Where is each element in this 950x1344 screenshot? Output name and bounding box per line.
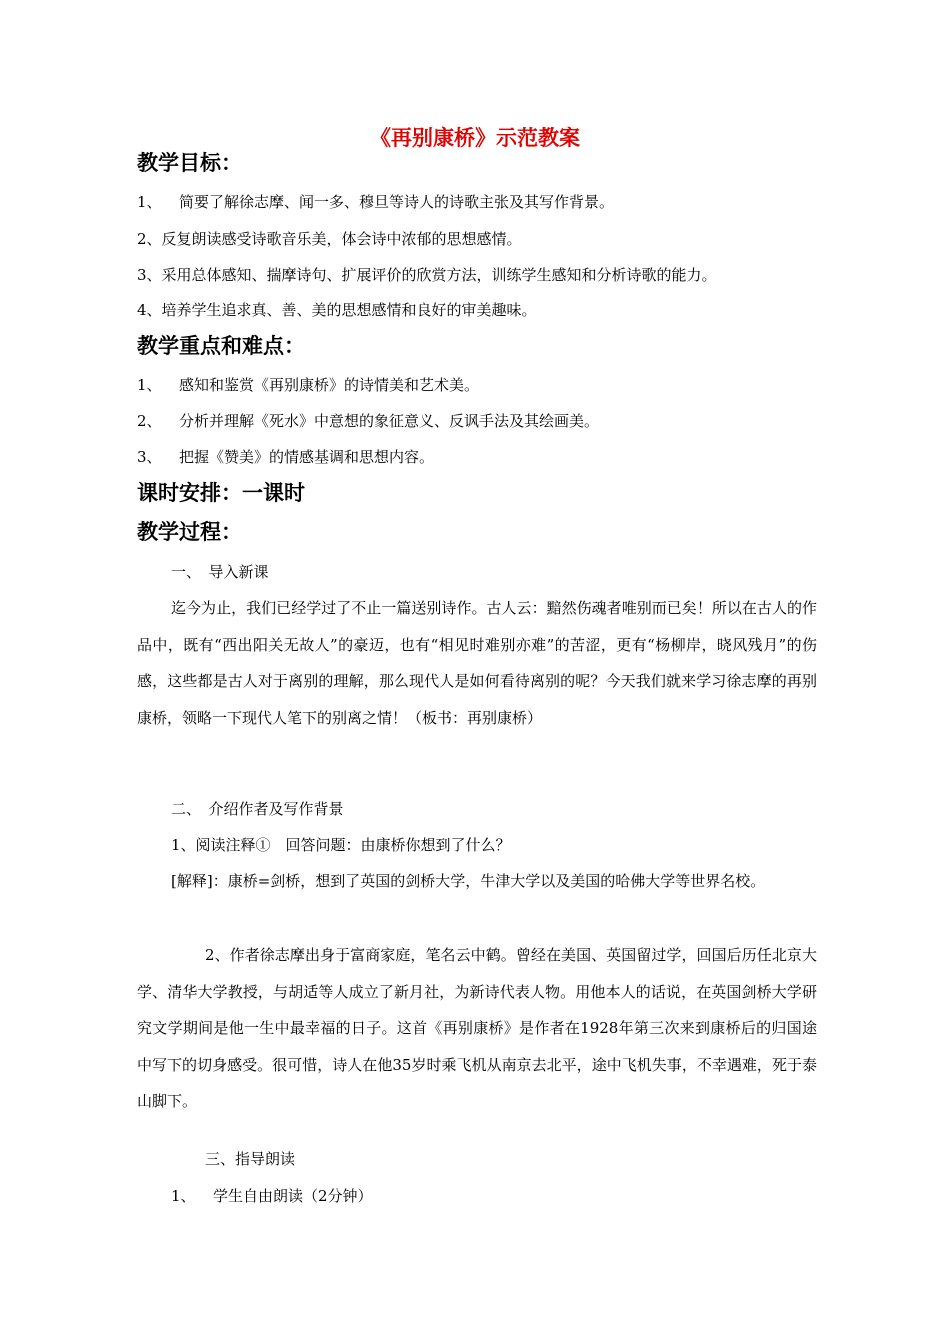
step-2-title: 二、 介绍作者及写作背景 — [171, 800, 344, 818]
step-1-title: 一、 导入新课 — [171, 563, 269, 581]
key-point-3-text: 把握《赞美》的情感基调和思想内容。 — [179, 448, 435, 466]
key-point-2-text: 分析并理解《死水》中意想的象征意义、反讽手法及其绘画美。 — [179, 412, 600, 430]
section-heading-process: 教学过程： — [137, 520, 242, 544]
section-heading-goals: 教学目标： — [137, 151, 242, 175]
document-title: 《再别康桥》示范教案 — [370, 126, 580, 150]
section-heading-schedule: 课时安排：一课时 — [137, 481, 305, 505]
key-point-1-text: 感知和鉴赏《再别康桥》的诗情美和艺术美。 — [179, 376, 480, 394]
key-point-2-number: 2、 — [137, 412, 162, 430]
step-3-title: 三、指导朗读 — [205, 1150, 296, 1168]
goal-item-1-number: 1、 — [137, 193, 162, 211]
key-point-1 — [137, 374, 817, 396]
key-point-3 — [137, 446, 817, 468]
step-2-answer: [解释]：康桥=剑桥，想到了英国的剑桥大学，牛津大学以及美国的哈佛大学等世界名校。 — [171, 872, 766, 890]
key-point-1-number: 1、 — [137, 376, 162, 394]
key-point-2 — [137, 410, 817, 432]
goal-item-1-text: 简要了解徐志摩、闻一多、穆旦等诗人的诗歌主张及其写作背景。 — [179, 193, 615, 211]
step-3-item-1-number: 1、 — [171, 1187, 196, 1205]
step-3-item-1 — [137, 1185, 851, 1207]
section-heading-key-points: 教学重点和难点： — [137, 334, 305, 358]
goal-item-3: 3、采用总体感知、揣摩诗句、扩展评价的欣赏方法，训练学生感知和分析诗歌的能力。 — [137, 266, 717, 284]
key-point-3-number: 3、 — [137, 448, 162, 466]
goal-item-1 — [137, 191, 817, 213]
step-1-paragraph: 迄今为止，我们已经学过了不止一篇送别诗作。古人云：黯然伤魂者唯别而已矣！所以在古人的作品中，既有“西出阳关无故人”的豪迈，也有“相见时难别亦难”的苦涩，更有“杨柳岸，晓风残月”的伤感，这些都是古人对于离别的理解，那么现代人是如何看待离别的呢？今天我们就来学习徐志摩的再别康桥，领略一下现代人笔下的别离之情！（板书：再别康桥） — [137, 599, 817, 727]
step-2-question: 1、阅读注释① 回答问题：由康桥你想到了什么？ — [171, 836, 511, 854]
step-3-item-1-text: 学生自由朗读（2分钟） — [213, 1187, 373, 1205]
goal-item-2: 2、反复朗读感受诗歌音乐美，体会诗中浓郁的思想感情。 — [137, 230, 522, 248]
goal-item-4: 4、培养学生追求真、善、美的思想感情和良好的审美趣味。 — [137, 301, 537, 319]
step-2-author-bio: 2、作者徐志摩出身于富商家庭，笔名云中鹤。曾经在美国、英国留过学，回国后历任北京大学、清华大学教授，与胡适等人成立了新月社，为新诗代表人物。用他本人的话说，在英国剑桥大学研究文学期间是他一生中最幸福的日子。这首《再别康桥》是作者在1928年第三次来到康桥后的归国途中写下的切身感受。很可惜，诗人在他35岁时乘飞机从南京去北平，途中飞机失事，不幸遇难，死于泰山脚下。 — [137, 946, 817, 1110]
